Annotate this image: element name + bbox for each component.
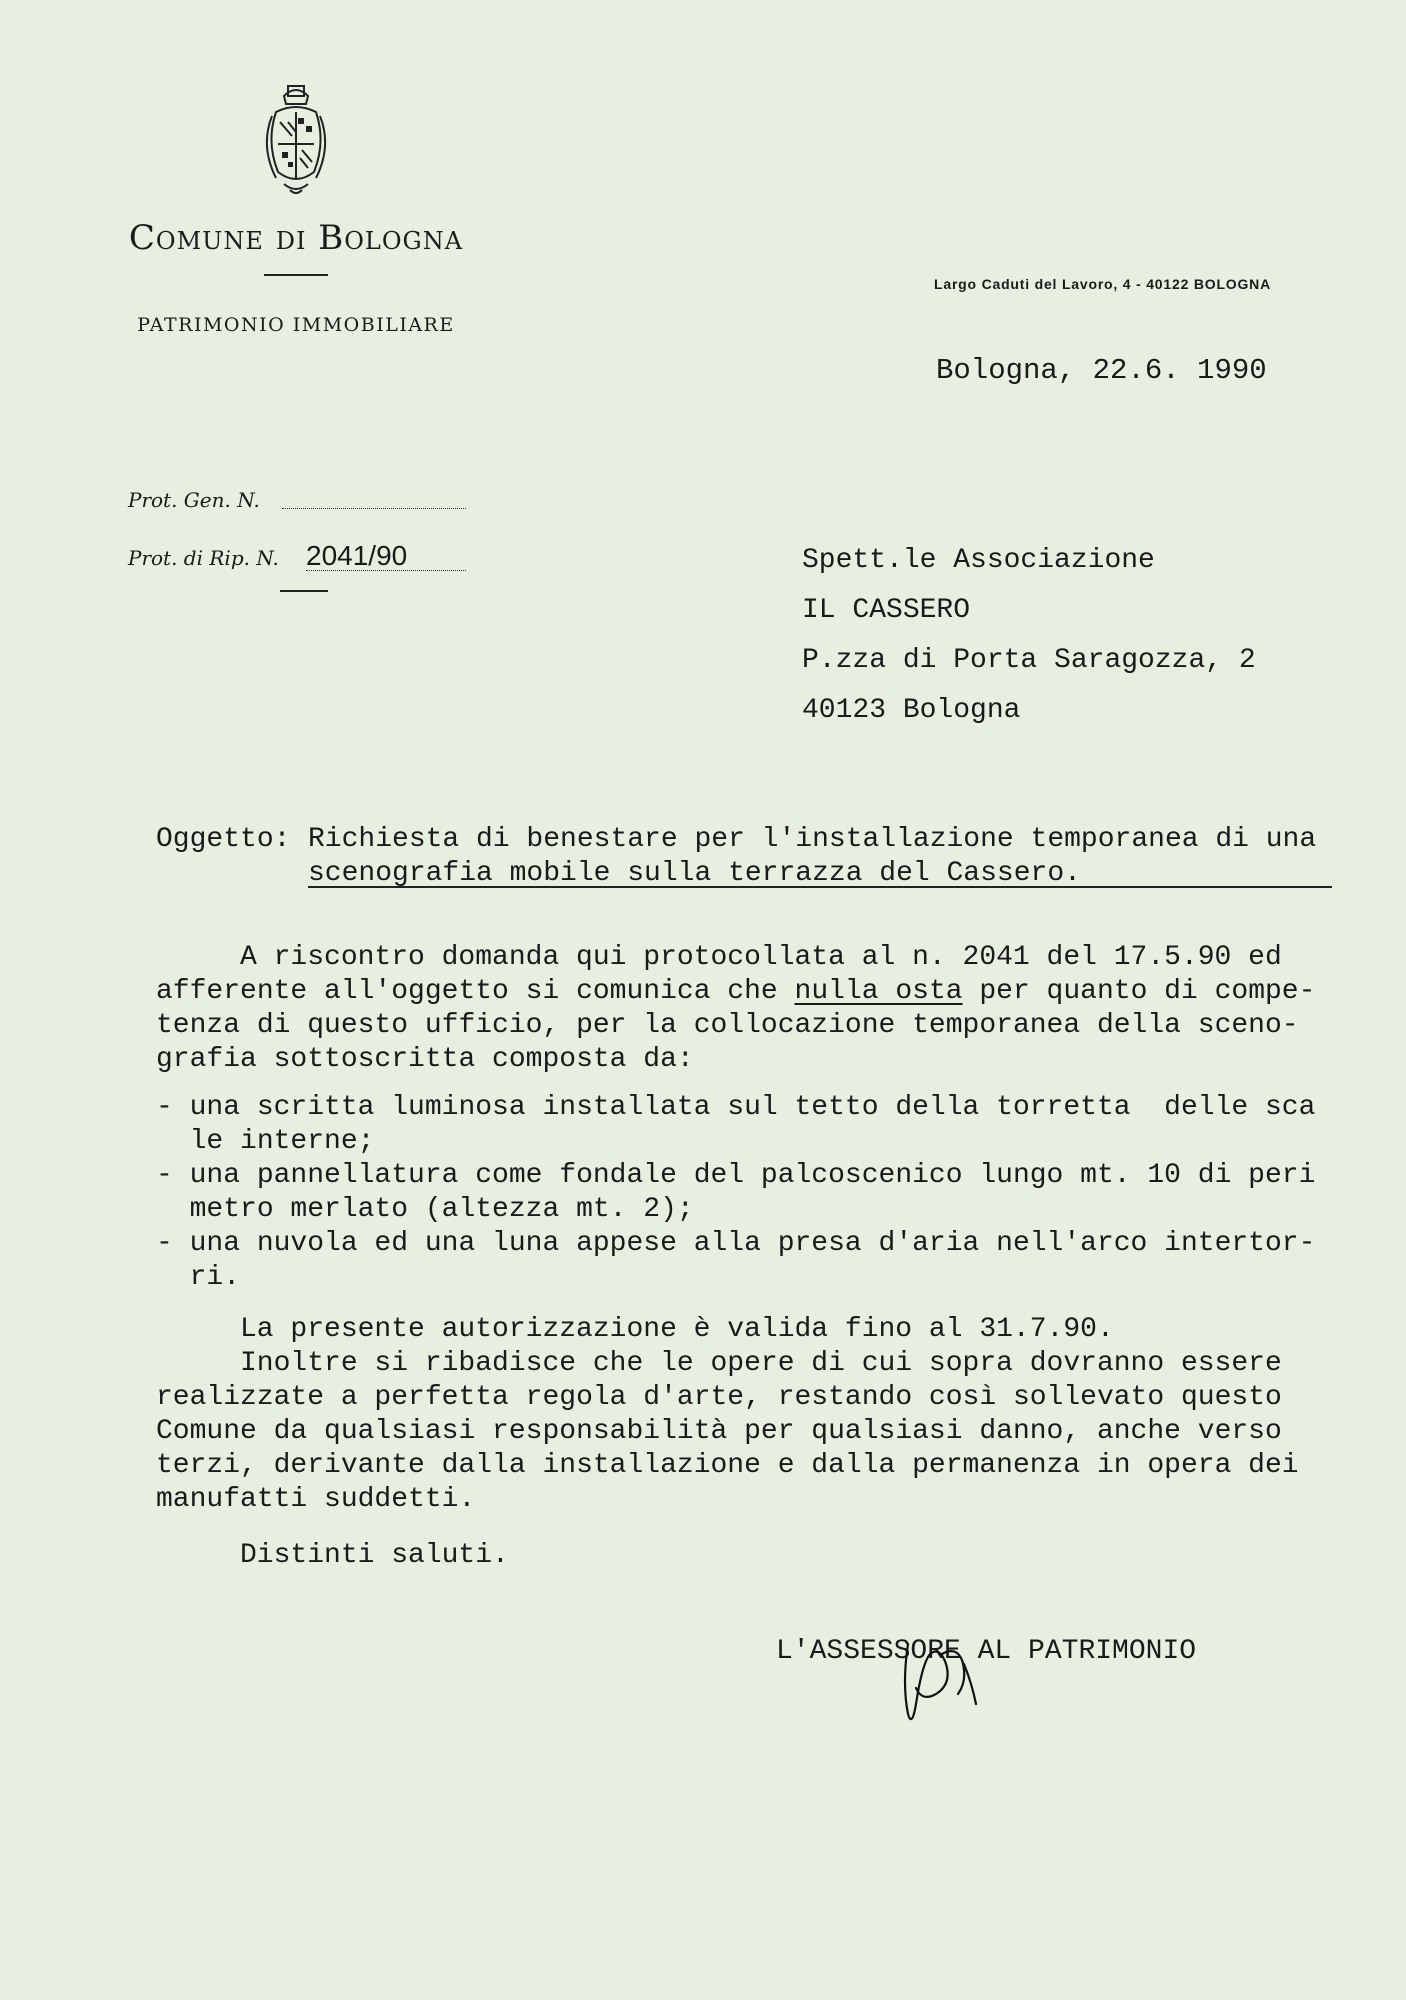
protocol-divider: [280, 590, 328, 592]
coat-of-arms-icon: [254, 82, 338, 200]
body-line: manufatti suddetti.: [156, 1484, 476, 1515]
recipient-line: Spett.le Associazione: [802, 545, 1155, 576]
body-text: per quanto di compe-: [962, 976, 1316, 1007]
body-line: Comune da qualsiasi responsabilità per qualsiasi danno, anche verso: [156, 1416, 1282, 1447]
nulla-osta-underlined: nulla osta: [794, 976, 963, 1007]
closing-salutation: Distinti saluti.: [240, 1540, 509, 1571]
protocol-general-dotted-line: [282, 508, 466, 509]
body-line: [156, 976, 1315, 1007]
letter-date: Bologna, 22.6. 1990: [936, 354, 1267, 387]
recipient-line: P.zza di Porta Saragozza, 2: [802, 645, 1256, 676]
list-item: - una nuvola ed una luna appese alla presa d'aria nell'arco intertor-: [156, 1228, 1316, 1259]
subject-underline: [308, 886, 1332, 888]
letterhead-divider: [264, 274, 328, 276]
body-line: A riscontro domanda qui protocollata al n. 2041 del 17.5.90 ed: [240, 942, 1282, 973]
department-name: PATRIMONIO IMMOBILIARE: [137, 314, 455, 336]
subject-label: Oggetto:: [156, 824, 291, 855]
validity-line: La presente autorizzazione è valida fino al 31.7.90.: [240, 1314, 1114, 1345]
list-item: le interne;: [156, 1126, 375, 1157]
body-line: grafia sottoscritta composta da:: [156, 1044, 694, 1075]
body-line: Inoltre si ribadisce che le opere di cui sopra dovranno essere: [240, 1348, 1282, 1379]
subject-line-1: Richiesta di benestare per l'installazione temporanea di una: [308, 824, 1317, 855]
recipient-address: [802, 536, 1256, 736]
city-name: Comune di Bologna: [128, 218, 464, 258]
body-text: afferente all'oggetto si comunica che: [156, 976, 795, 1007]
list-item: ri.: [156, 1262, 241, 1293]
signature-icon: [880, 1624, 1000, 1744]
protocol-rip-number: 2041/90: [306, 540, 408, 571]
list-item: - una pannellatura come fondale del palcoscenico lungo mt. 10 di peri: [156, 1160, 1316, 1191]
subject-line-2: scenografia mobile sulla terrazza del Cassero.: [308, 858, 1081, 889]
list-item: metro merlato (altezza mt. 2);: [156, 1194, 694, 1225]
recipient-line: 40123 Bologna: [802, 695, 1021, 726]
list-item: - una scritta luminosa installata sul tetto della torretta delle sca: [156, 1092, 1316, 1123]
protocol-general-label: Prot. Gen. N.: [128, 488, 260, 512]
body-line: terzi, derivante dalla installazione e dalla permanenza in opera dei: [156, 1450, 1299, 1481]
signatory-title: L'ASSESSORE AL PATRIMONIO: [776, 1636, 1197, 1667]
recipient-line: IL CASSERO: [802, 595, 971, 626]
body-line: tenza di questo ufficio, per la collocazione temporanea della sceno-: [156, 1010, 1299, 1041]
body-line: realizzate a perfetta regola d'arte, restando così sollevato questo: [156, 1382, 1282, 1413]
protocol-rip-label: Prot. di Rip. N.: [128, 546, 279, 570]
office-address: Largo Caduti del Lavoro, 4 - 40122 BOLOGNA: [934, 276, 1271, 292]
